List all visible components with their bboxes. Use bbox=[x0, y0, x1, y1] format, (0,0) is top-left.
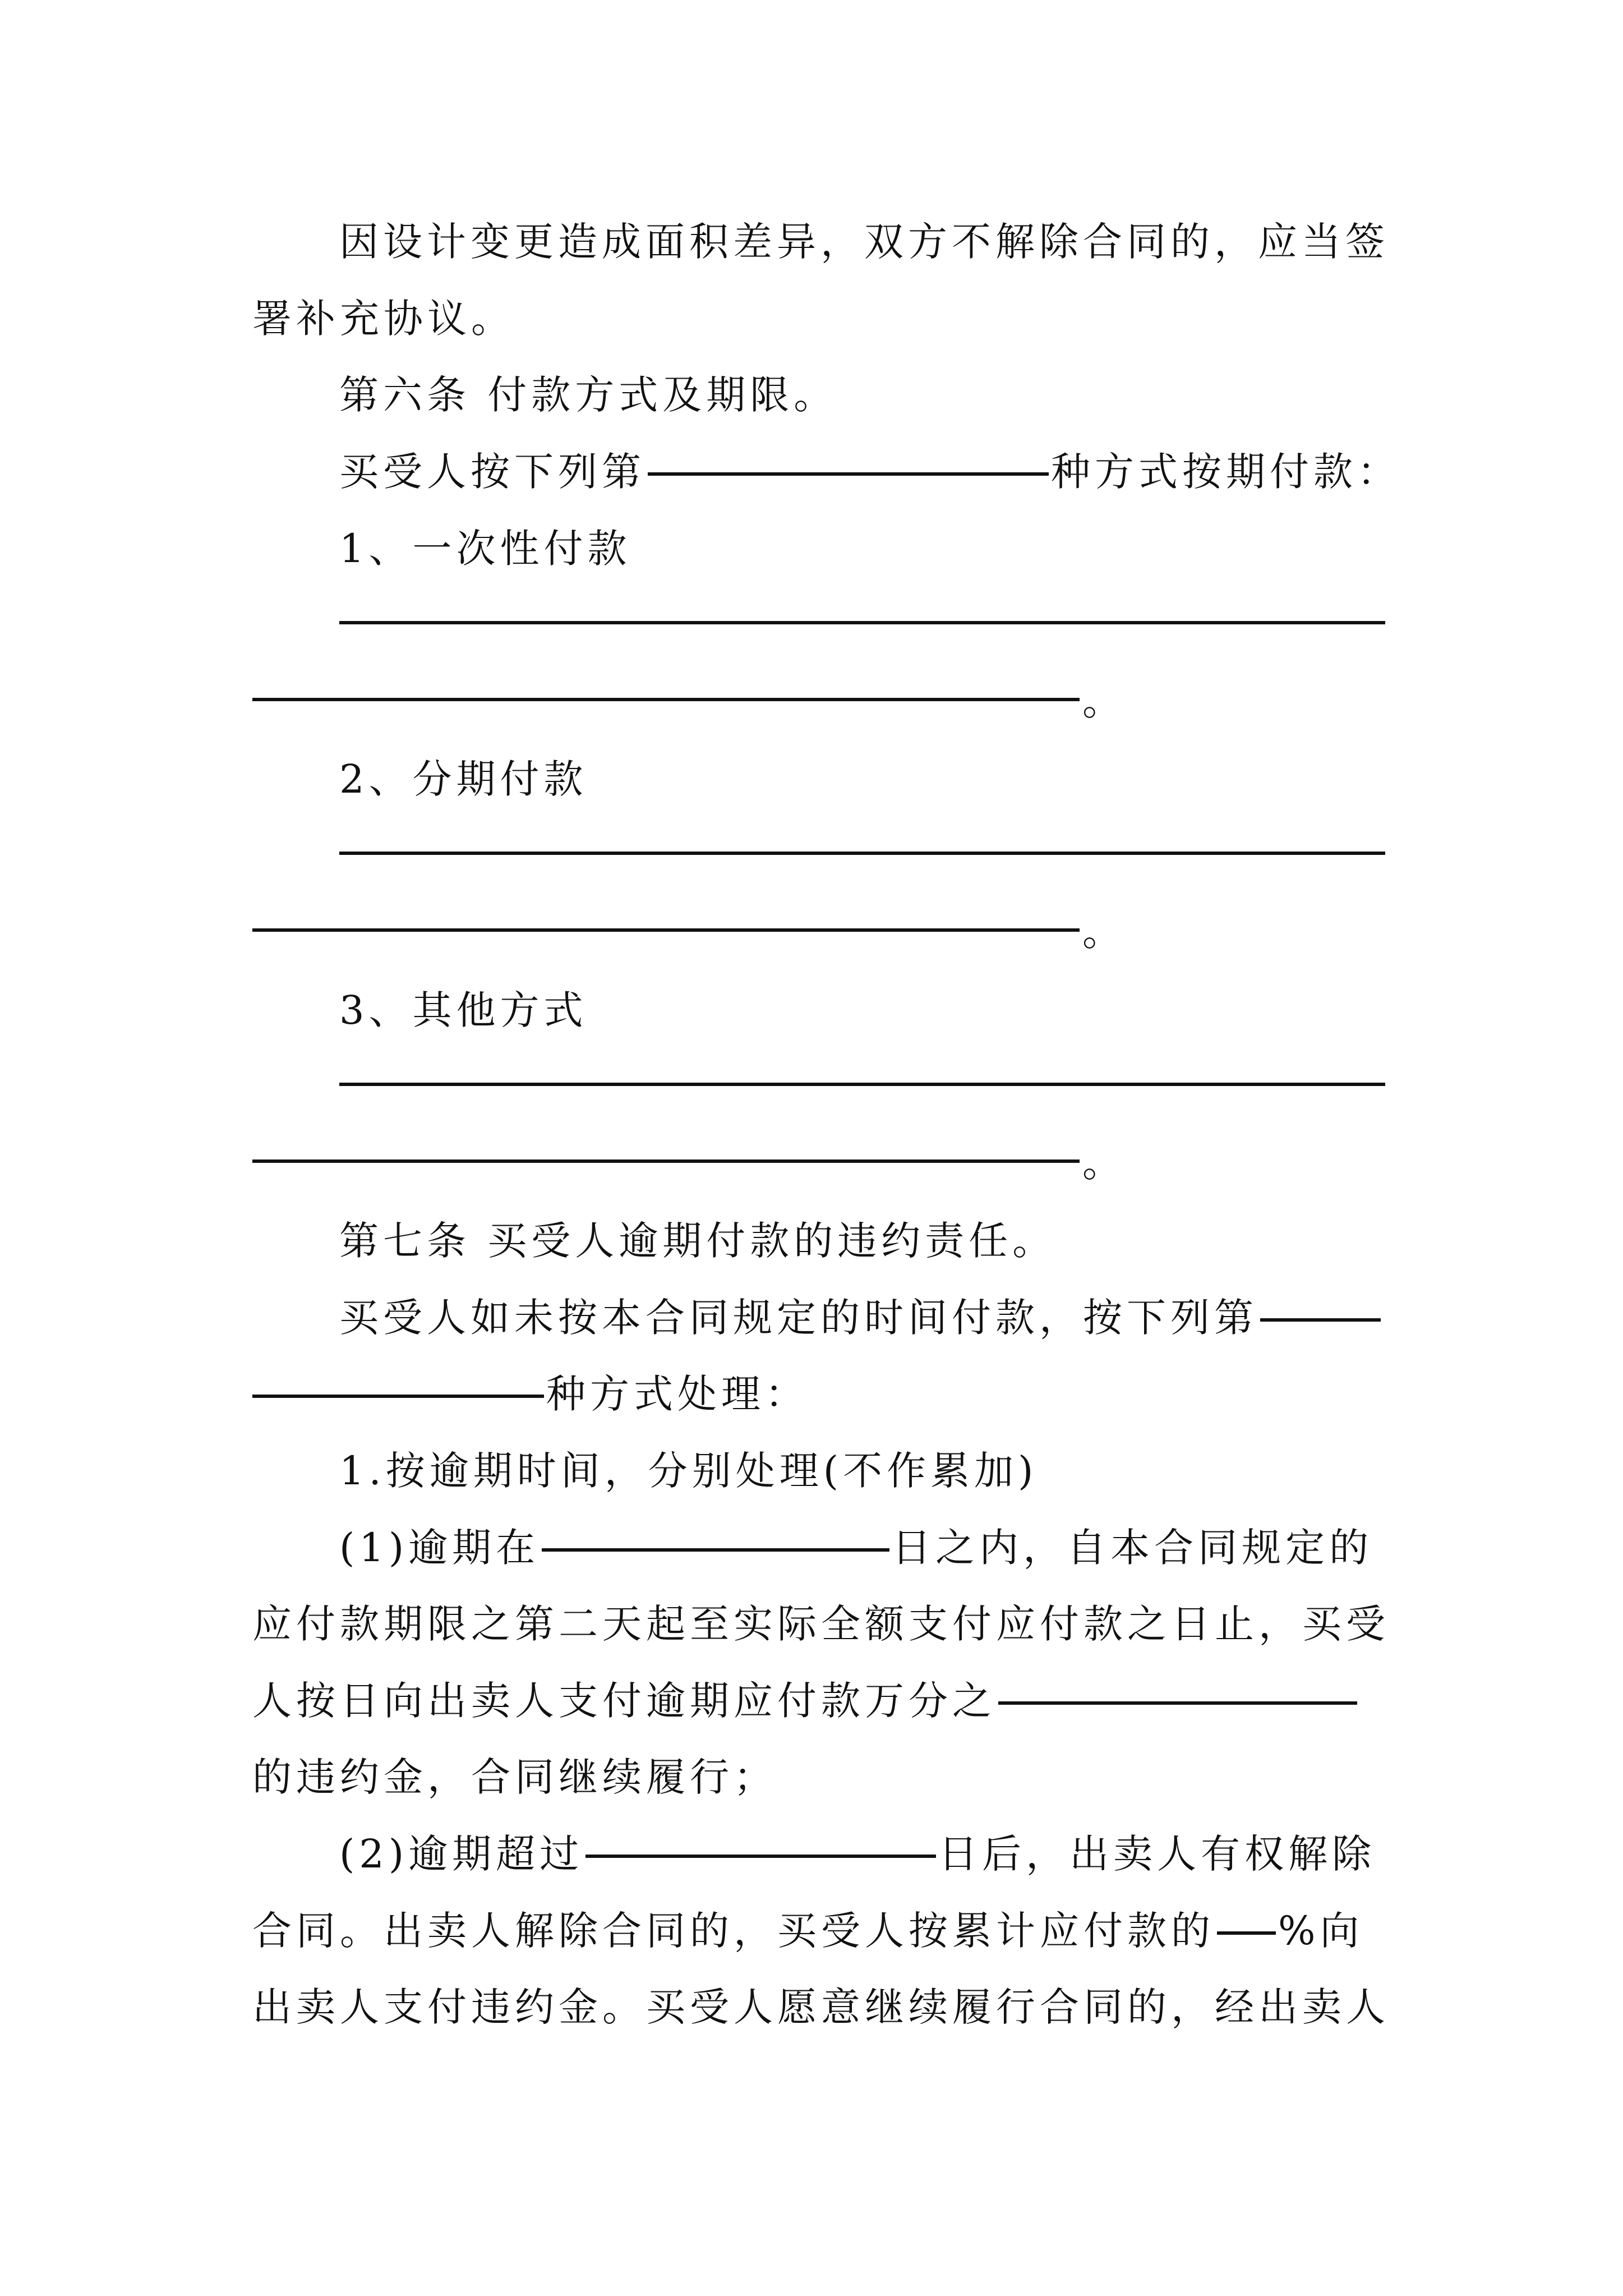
article-seven-title: 第七条 买受人逾期付款的违约责任。 bbox=[339, 1218, 1057, 1264]
payment-option-1: 1、一次性付款 bbox=[339, 526, 631, 572]
payment-option-3-rule-2 bbox=[252, 1159, 1080, 1163]
late-payment-choice-line: 买受人如未按本合同规定的时间付款，按下列第 bbox=[339, 1283, 1385, 1352]
overdue-days-blank bbox=[585, 1855, 936, 1858]
payment-option-2-rule-1 bbox=[339, 852, 1385, 855]
late-payment-choice-continuation: 种方式处理： bbox=[252, 1360, 1385, 1428]
payment-option-2-end-mark: 。 bbox=[1082, 909, 1122, 955]
late-payment-rule-1-line-3: 人按日向出卖人支付逾期应付款万分之 bbox=[252, 1667, 1385, 1735]
payment-option-3-rule-1 bbox=[339, 1083, 1385, 1086]
payment-option-1-rule-1 bbox=[339, 621, 1385, 624]
paragraph-line-2: 署补充协议。 bbox=[252, 296, 515, 342]
late-payment-rule-1-line-4: 的违约金，合同继续履行； bbox=[252, 1754, 777, 1800]
penalty-rate-blank bbox=[998, 1701, 1357, 1705]
late-payment-rule-1-line-2: 应付款期限之第二天起至实际全额支付应付款之日止，买受 bbox=[252, 1601, 1390, 1647]
payment-option-2: 2、分期付款 bbox=[339, 756, 588, 802]
paragraph-line-1: 因设计变更造成面积差异，双方不解除合同的，应当签 bbox=[339, 219, 1389, 265]
payment-choice-line: 买受人按下列第 种方式按期付款： bbox=[339, 449, 1401, 495]
late-payment-method-1: 1.按逾期时间，分别处理(不作累加) bbox=[339, 1448, 1038, 1494]
late-payment-choice-blank-end bbox=[252, 1395, 544, 1398]
payment-option-2-rule-2 bbox=[252, 928, 1080, 932]
payment-option-3-end-mark: 。 bbox=[1082, 1140, 1122, 1186]
payment-option-1-rule-2 bbox=[252, 698, 1080, 701]
late-payment-rule-1-line-1: (1)逾期在 日之内，自本合同规定的 bbox=[339, 1525, 1373, 1571]
late-payment-rule-2-line-1: (2)逾期超过 日后，出卖人有权解除 bbox=[339, 1831, 1376, 1877]
late-payment-choice-blank-start bbox=[1260, 1318, 1381, 1322]
late-payment-rule-2-line-2: 合同。出卖人解除合同的，买受人按累计应付款的 %向 bbox=[252, 1908, 1364, 1954]
payment-option-1-end-mark: 。 bbox=[1082, 678, 1122, 724]
payment-option-3: 3、其他方式 bbox=[339, 987, 588, 1033]
late-days-blank bbox=[542, 1548, 889, 1552]
article-six-title: 第六条 付款方式及期限。 bbox=[339, 372, 838, 418]
late-payment-rule-2-line-3: 出卖人支付违约金。买受人愿意继续履行合同的，经出卖人 bbox=[252, 1984, 1390, 2030]
payment-choice-blank bbox=[648, 472, 1049, 476]
penalty-percent-blank bbox=[1217, 1931, 1276, 1935]
